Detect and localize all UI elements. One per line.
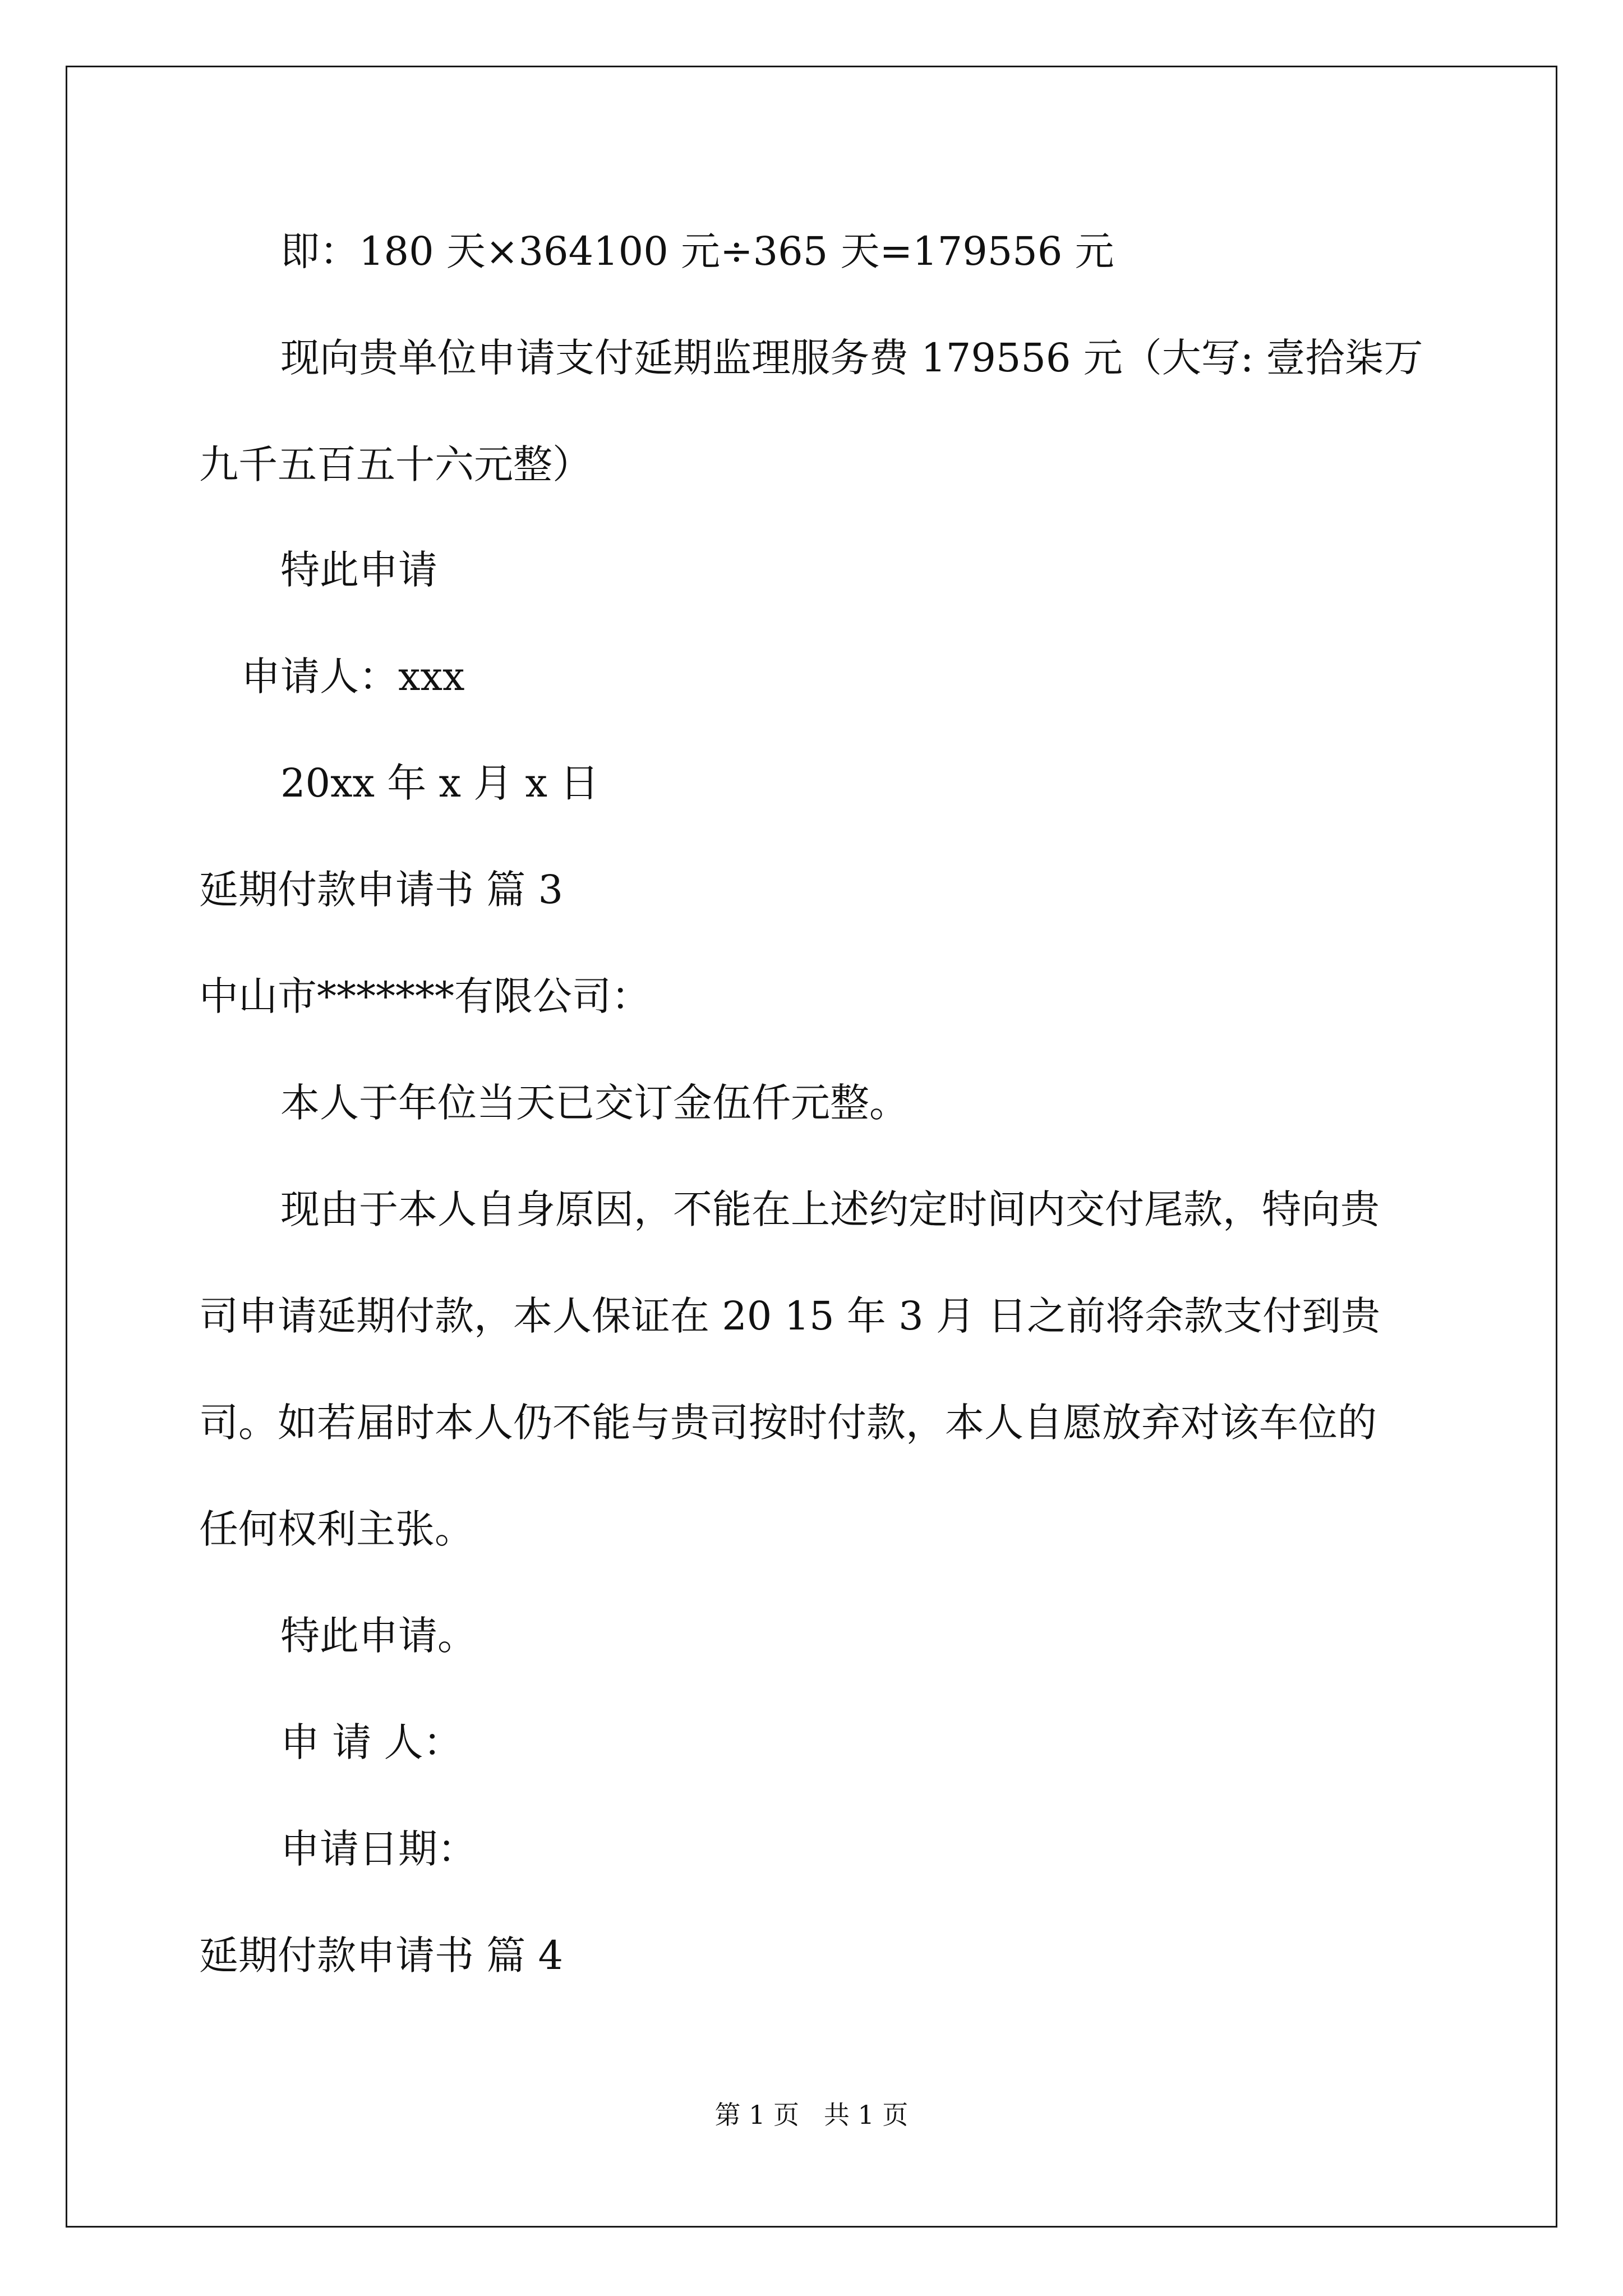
formula-line: 即：180 天×364100 元÷365 天=179556 元 <box>280 228 1114 274</box>
application-paragraph-line-2: 九千五百五十六元整） <box>199 441 592 487</box>
request-paragraph-line-4: 任何权利主张。 <box>199 1506 474 1552</box>
addressee-line: 中山市*******有限公司： <box>199 973 651 1019</box>
page-border <box>66 66 1557 2228</box>
page-number-footer: 第 1 页 共 1 页 <box>714 2100 909 2130</box>
section-heading-3: 延期付款申请书 篇 3 <box>199 867 564 913</box>
applicant-line: 申请人：xxx <box>241 654 465 700</box>
request-paragraph-line-2: 司申请延期付款，本人保证在 20 15 年 3 月 日之前将余款支付到贵 <box>199 1293 1381 1339</box>
date-line: 20xx 年 x 月 x 日 <box>280 760 600 806</box>
application-date-line: 申请日期： <box>280 1826 477 1872</box>
section-heading-4: 延期付款申请书 篇 4 <box>199 1932 564 1978</box>
closing-phrase: 特此申请 <box>280 547 437 593</box>
deposit-paragraph: 本人于年位当天已交订金伍仟元整。 <box>280 1080 909 1126</box>
applicant-signature-line: 申 请 人： <box>280 1719 463 1765</box>
request-paragraph-line-1: 现由于本人自身原因，不能在上述约定时间内交付尾款，特向贵 <box>280 1186 1380 1232</box>
application-paragraph-line-1: 现向贵单位申请支付延期监理服务费 179556 元（大写: 壹拾柒万 <box>280 335 1423 381</box>
request-paragraph-line-3: 司。如若届时本人仍不能与贵司按时付款，本人自愿放弃对该车位的 <box>199 1400 1377 1446</box>
closing-phrase-2: 特此申请。 <box>280 1613 477 1659</box>
